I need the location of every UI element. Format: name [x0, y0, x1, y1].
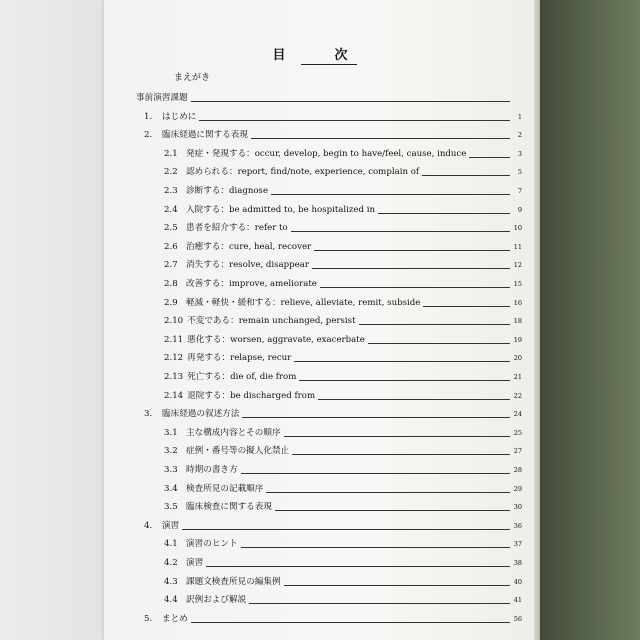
toc-entry [164, 297, 522, 309]
toc-leader-line [318, 399, 510, 400]
toc-entry-page: 27 [513, 447, 522, 456]
toc-entry-number: 4. [144, 520, 153, 531]
toc-entry [164, 222, 522, 234]
toc-entry-page: 12 [513, 261, 522, 270]
toc-entry [164, 464, 522, 476]
toc-entry [144, 408, 522, 420]
toc-leader-line [241, 473, 510, 474]
toc-entry-number: 2.2 [164, 167, 178, 178]
toc-entry-page: 56 [513, 614, 522, 623]
toc-entry-number: 2.10 [164, 316, 184, 327]
toc-entry [164, 241, 522, 253]
toc-entry [164, 315, 522, 327]
toc-entry [144, 613, 522, 625]
toc-entry [164, 204, 522, 216]
toc-entry-number: 4.4 [164, 595, 178, 606]
toc-entry [164, 427, 522, 439]
toc-entry [164, 557, 522, 569]
toc-entry-page: 20 [513, 354, 522, 363]
toc-entry-number: 1. [144, 111, 153, 122]
toc-entry-page: 19 [513, 335, 522, 344]
toc-entry [164, 538, 522, 550]
toc-entry-title: 臨床経過に関する表現 [162, 130, 248, 141]
toc-entry-title: 改善する：improve, ameliorate [186, 279, 317, 289]
toc-leader-line [191, 622, 510, 623]
toc-entry-title: 患者を紹介する：refer to [186, 223, 288, 234]
toc-entry-page: 28 [513, 466, 522, 474]
toc-entry-title: 主な構成内容とその順序 [186, 427, 281, 438]
toc-entry-page: 15 [513, 280, 522, 288]
toc-entry-page: 16 [513, 298, 522, 307]
toc-entry-page: 29 [513, 484, 522, 493]
toc-entry-page: 21 [513, 373, 522, 381]
toc-entry [164, 445, 522, 457]
toc-entry-number: 2.14 [164, 390, 184, 401]
toc-entry [164, 166, 522, 178]
toc-entry-title: 悪化する：worsen, aggravate, exacerbate [187, 334, 365, 345]
toc-entry-title: 再発する：relapse, recur [187, 353, 292, 364]
toc-leader-line [284, 436, 510, 437]
toc-entry-number: 4.1 [164, 539, 178, 550]
background-left [0, 0, 104, 640]
toc-leader-line [368, 343, 510, 344]
toc-entry [164, 576, 522, 588]
toc-leader-line [359, 324, 510, 325]
toc-entry-number: 2.6 [164, 241, 178, 252]
toc-entry-number: 2.3 [164, 186, 178, 196]
toc-entry [136, 92, 522, 104]
toc-entry-page: 40 [513, 577, 522, 586]
toc-leader-line [206, 566, 510, 567]
toc-leader-line [291, 231, 510, 232]
toc-leader-line [182, 529, 510, 530]
toc-entry [164, 259, 522, 271]
toc-entry-title: 臨床経過の叙述方法 [162, 409, 240, 420]
toc-entry-number: 3.3 [164, 465, 178, 475]
toc-entry-title: 消失する：resolve, disappear [186, 260, 310, 271]
toc-leader-line [251, 138, 510, 139]
toc-entry-page: 30 [513, 503, 522, 512]
toc-entry [164, 371, 522, 383]
toc-entry-number: 5. [144, 613, 153, 624]
toc-entry-page: 36 [513, 521, 522, 530]
toc-entry-number: 3.5 [164, 502, 178, 513]
toc-leader-line [423, 306, 510, 307]
toc-entry-page: 3 [517, 149, 522, 158]
toc-entry-title: 退院する：be discharged from [187, 390, 316, 401]
toc-entry [164, 148, 522, 160]
toc-leader-line [294, 361, 510, 362]
toc-entry-page: 2 [517, 131, 522, 140]
toc-entry-page: 18 [513, 317, 522, 326]
toc-entry-page: 9 [517, 205, 522, 214]
toc-entry-number: 2.11 [164, 334, 184, 345]
toc-entry-title: 診断する：diagnose [186, 186, 269, 196]
toc-entry-title: 演習のヒント [186, 539, 238, 550]
toc-entry-page: 7 [517, 187, 522, 195]
page-edge [534, 0, 540, 640]
toc-leader-line [312, 268, 510, 269]
toc-leader-line [469, 157, 510, 158]
toc-leader-line [191, 101, 510, 102]
toc-leader-line [284, 585, 510, 586]
toc-leader-line [299, 380, 510, 381]
toc-leader-line [275, 510, 510, 511]
toc-entry-title: 軽減・軽快・緩和する：relieve, alleviate, remit, subside [186, 297, 421, 308]
toc-entry-page: 24 [513, 410, 522, 419]
toc-entry [164, 594, 522, 606]
toc-entry [164, 483, 522, 495]
toc-leader-line [292, 454, 510, 455]
toc-leader-line [314, 250, 510, 251]
toc-entry-number: 2.12 [164, 353, 184, 364]
toc-leader-line [241, 547, 510, 548]
toc-entry-number: 2.4 [164, 204, 178, 215]
toc-entry-title: 課題文検査所見の編集例 [186, 576, 281, 587]
toc-entry-number: 2.9 [164, 297, 178, 308]
toc-entry-title: 死亡する：die of, die from [187, 372, 297, 382]
toc-entry-number: 4.3 [164, 576, 178, 587]
toc-entry-title: 演習 [162, 520, 180, 531]
toc-entry-title: 発症・発現する：occur, develop, begin to have/feel, cause, induce [186, 148, 467, 159]
toc-entry-title: 治癒する：cure, heal, recover [186, 241, 312, 252]
toc-entry [164, 185, 522, 197]
toc-entry-title: 臨床検査に関する表現 [186, 502, 272, 513]
toc-entry-title: 演習 [186, 558, 204, 568]
table-of-contents [104, 0, 534, 640]
toc-leader-line [378, 213, 510, 214]
toc-entry-page: 37 [513, 540, 522, 549]
toc-entry-title: 時期の書き方 [186, 465, 238, 475]
toc-leader-line [422, 175, 510, 176]
toc-entry-number: 3.1 [164, 427, 178, 438]
toc-entry-page: 10 [513, 224, 522, 233]
toc-entry-page: 22 [513, 391, 522, 400]
toc-title: 目 次 [272, 48, 366, 63]
toc-leader-line [266, 492, 510, 493]
toc-entry-number: 3.4 [164, 483, 178, 494]
preface-label: まえがき [174, 73, 211, 83]
toc-entry [144, 520, 522, 532]
toc-entry-number: 3.2 [164, 446, 178, 457]
toc-entry-number: 2. [144, 130, 153, 141]
toc-entry-number: 4.2 [164, 558, 178, 568]
toc-entry-number: 2.5 [164, 223, 178, 234]
toc-entry-number: 3. [144, 409, 153, 420]
toc-entry-title: 訳例および解説 [186, 595, 247, 606]
toc-leader-line [271, 194, 510, 195]
toc-entry-page: 41 [513, 596, 522, 605]
toc-entry-page: 5 [517, 168, 522, 177]
toc-entry-title: 不変である：remain unchanged, persist [187, 316, 356, 327]
toc-entry-number: 2.13 [164, 372, 184, 382]
toc-entry [144, 111, 522, 123]
toc-entry-title: まとめ [162, 613, 188, 624]
toc-entry-number: 2.7 [164, 260, 178, 271]
toc-entry-title: 入院する：be admitted to, be hospitalized in [186, 204, 376, 215]
toc-leader-line [320, 287, 510, 288]
book-page [104, 0, 534, 640]
toc-leader-line [242, 417, 510, 418]
toc-entry [164, 278, 522, 290]
toc-entry-page: 38 [513, 559, 522, 567]
toc-entry [164, 390, 522, 402]
toc-entry-title: 症例・番号等の擬人化禁止 [186, 446, 290, 457]
toc-entry-page: 11 [513, 242, 522, 251]
toc-entry-number: 2.1 [164, 148, 178, 159]
toc-entry-page: 1 [517, 112, 522, 121]
toc-entry-title: はじめに [162, 111, 197, 122]
toc-entry-page: 25 [513, 428, 522, 437]
toc-entry [164, 501, 522, 513]
toc-entry-title: 認められる：report, find/note, experience, complain of [186, 167, 420, 178]
toc-entry-title: 検査所見の記載順序 [186, 483, 264, 494]
toc-entry [144, 129, 522, 141]
toc-entry [164, 334, 522, 346]
toc-entry [164, 352, 522, 364]
toc-entry-number: 2.8 [164, 279, 178, 289]
toc-leader-line [249, 603, 510, 604]
toc-leader-line [199, 120, 510, 121]
toc-entry-title: 事前演習課題 [136, 93, 188, 103]
